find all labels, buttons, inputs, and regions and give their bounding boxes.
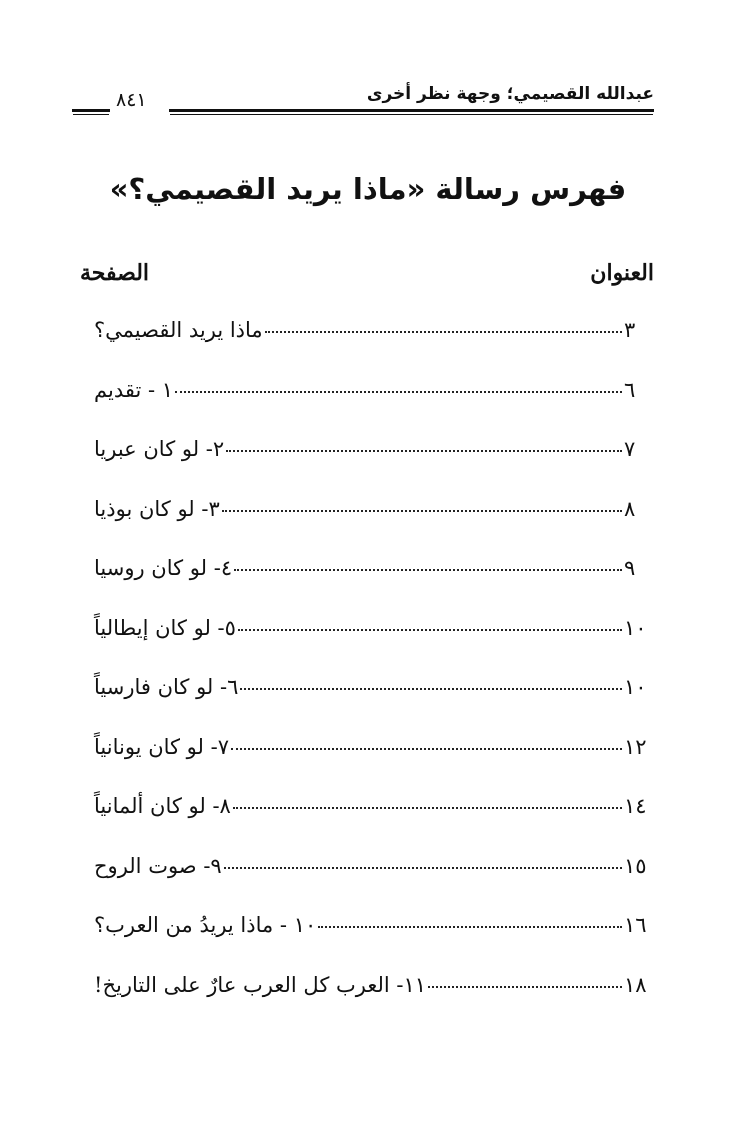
toc-entry-title: ١٠ - ماذا يريدُ من العرب؟ — [94, 913, 317, 937]
toc-title: فهرس رسالة «ماذا يريد القصيمي؟» — [109, 172, 627, 206]
toc-entry-page: ١٨ — [624, 972, 647, 997]
dot-leader — [231, 748, 622, 750]
toc-entry-title: ٩- صوت الروح — [94, 853, 222, 878]
header-rule — [169, 109, 654, 112]
toc-list — [90, 318, 654, 1032]
toc-entry — [90, 437, 654, 497]
dot-leader — [265, 331, 622, 333]
toc-entry-page: ١٦ — [624, 913, 647, 937]
toc-entry-title: ١١- العرب كل العرب عارٌ على التاريخ! — [94, 972, 427, 997]
column-header-page: الصفحة — [80, 260, 150, 286]
toc-entry-title: ١ - تقديم — [94, 377, 174, 402]
dot-leader — [240, 688, 622, 690]
page-header — [70, 84, 654, 124]
header-rule-short — [72, 109, 110, 112]
toc-entry-page: ٩ — [624, 556, 636, 580]
toc-entry — [90, 675, 654, 735]
toc-entry-page: ١٠ — [624, 615, 647, 640]
column-header-title: العنوان — [590, 260, 654, 286]
toc-entry-page: ١٤ — [624, 794, 647, 818]
dot-leader — [234, 569, 622, 571]
toc-entry-title: ٧- لو كان يونانياً — [94, 734, 229, 759]
toc-entry-title: ٨- لو كان ألمانياً — [94, 794, 231, 818]
toc-entry — [90, 913, 654, 973]
toc-entry-page: ٧ — [624, 437, 636, 461]
dot-leader — [318, 926, 622, 928]
dot-leader — [233, 807, 622, 809]
toc-entry — [90, 497, 654, 557]
toc-entry-title: ماذا يريد القصيمي؟ — [94, 318, 263, 342]
running-title: عبدالله القصيمي؛ وجهة نظر أخرى — [366, 84, 654, 104]
toc-entry — [90, 318, 654, 378]
toc-entry-page: ١٥ — [624, 853, 647, 878]
toc-entry — [90, 616, 654, 676]
toc-entry — [90, 794, 654, 854]
toc-entry-page: ٦ — [624, 377, 636, 402]
dot-leader — [175, 391, 622, 393]
toc-entry-title: ٢- لو كان عبريا — [94, 437, 225, 461]
toc-entry — [90, 556, 654, 616]
dot-leader — [226, 450, 622, 452]
toc-entry — [90, 378, 654, 438]
page-number: ٨٤١ — [116, 89, 147, 111]
toc-entry — [90, 973, 654, 1033]
toc-entry — [90, 735, 654, 795]
toc-entry-page: ١٠ — [624, 675, 647, 699]
dot-leader — [238, 629, 622, 631]
toc-entry-title: ٤- لو كان روسيا — [94, 556, 233, 580]
toc-entry-title: ٥- لو كان إيطالياً — [94, 615, 236, 640]
toc-entry-page: ١٢ — [624, 734, 647, 759]
dot-leader — [222, 510, 622, 512]
dot-leader — [224, 867, 622, 869]
toc-entry — [90, 854, 654, 914]
toc-entry-page: ٣ — [624, 318, 636, 342]
toc-entry-title: ٦- لو كان فارسياً — [94, 675, 239, 699]
toc-entry-page: ٨ — [624, 496, 636, 521]
dot-leader — [428, 986, 622, 988]
toc-entry-title: ٣- لو كان بوذيا — [94, 496, 220, 521]
